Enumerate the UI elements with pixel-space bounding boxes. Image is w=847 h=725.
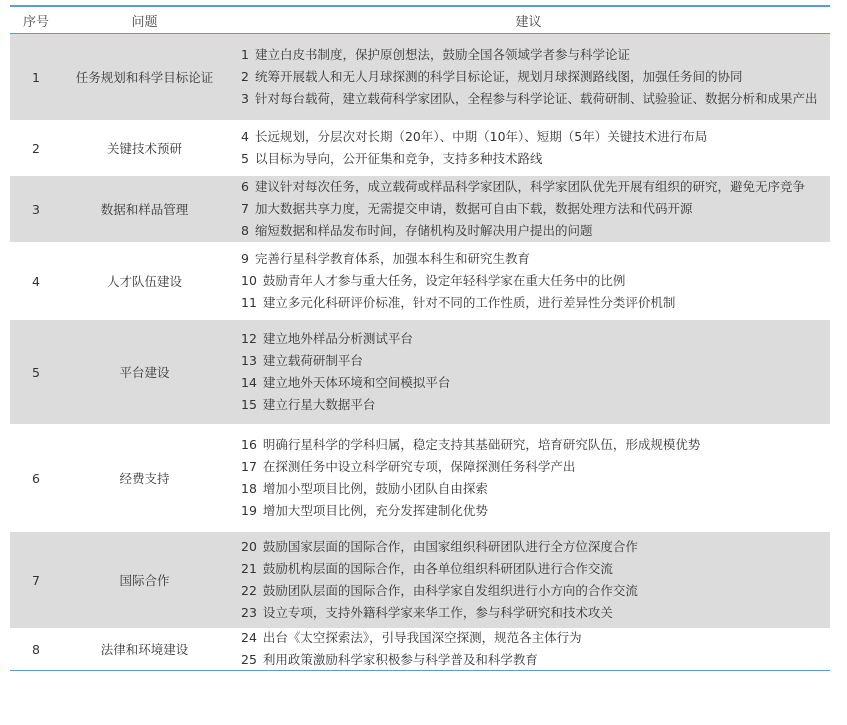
- row-issue: 国际合作: [119, 573, 170, 588]
- suggestion-number: 7: [241, 201, 249, 216]
- row-issue: 经费支持: [119, 471, 170, 486]
- row-number: 4: [32, 273, 40, 289]
- table-row: [10, 120, 830, 176]
- suggestion-text: 建立地外天体环境和空间模拟平台: [262, 375, 451, 390]
- suggestion-text: 增加小型项目比例，鼓励小团队自由探索: [262, 481, 488, 496]
- suggestion-text: 在探测任务中设立科学研究专项，保障探测任务科学产出: [262, 459, 576, 474]
- suggestion-item: [241, 198, 830, 220]
- row-issue: 关键技术预研: [106, 141, 182, 156]
- suggestion-number: 2: [241, 69, 249, 84]
- row-suggestions: [227, 532, 830, 628]
- table-header: [10, 5, 830, 34]
- table-row: [10, 424, 830, 532]
- suggestion-item: [241, 148, 830, 170]
- row-number: 3: [32, 201, 40, 217]
- row-number: 5: [32, 364, 40, 380]
- suggestion-number: 24: [241, 630, 257, 645]
- suggestion-number: 18: [241, 481, 257, 496]
- suggestion-number: 19: [241, 503, 257, 518]
- suggestion-text: 建议针对每次任务，成立载荷或样品科学家团队，科学家团队优先开展有组织的研究，避免无序竞争: [254, 179, 805, 194]
- suggestion-item: [241, 456, 830, 478]
- suggestion-number: 20: [241, 539, 257, 554]
- suggestion-text: 以目标为导向，公开征集和竞争，支持多种技术路线: [254, 151, 543, 166]
- suggestion-item: [241, 602, 830, 624]
- row-number: 6: [32, 470, 40, 486]
- suggestion-item: [241, 580, 830, 602]
- suggestion-number: 15: [241, 397, 257, 412]
- suggestion-text: 建立多元化科研评价标准，针对不同的工作性质，进行差异性分类评价机制: [262, 295, 676, 310]
- suggestion-number: 10: [241, 273, 257, 288]
- suggestion-text: 建立行星大数据平台: [262, 397, 376, 412]
- suggestion-text: 设立专项，支持外籍科学家来华工作，参与科学研究和技术攻关: [262, 605, 613, 620]
- header-issue: 问题: [131, 14, 158, 30]
- suggestion-text: 加大数据共享力度，无需提交申请，数据可自由下载，数据处理方法和代码开源: [254, 201, 693, 216]
- suggestion-item: [241, 248, 830, 270]
- row-issue: 任务规划和科学目标论证: [75, 70, 214, 85]
- suggestion-item: [241, 558, 830, 580]
- suggestion-number: 17: [241, 459, 257, 474]
- suggestion-text: 鼓励国家层面的国际合作，由国家组织科研团队进行全方位深度合作: [262, 539, 638, 554]
- suggestion-number: 4: [241, 129, 249, 144]
- suggestion-text: 鼓励团队层面的国际合作，由科学家自发组织进行小方向的合作交流: [262, 583, 638, 598]
- row-number: 8: [32, 641, 40, 657]
- suggestion-item: [241, 434, 830, 456]
- suggestion-text: 建立白皮书制度，保护原创想法，鼓励全国各领域学者参与科学论证: [254, 47, 630, 62]
- suggestion-item: [241, 88, 830, 110]
- table-row: [10, 242, 830, 320]
- suggestion-number: 21: [241, 561, 257, 576]
- suggestion-number: 12: [241, 331, 257, 346]
- suggestion-text: 缩短数据和样品发布时间，存储机构及时解决用户提出的问题: [254, 223, 593, 238]
- suggestion-text: 针对每台载荷，建立载荷科学家团队，全程参与科学论证、载荷研制、试验验证、数据分析和成果产出: [254, 91, 818, 106]
- row-number: 2: [32, 140, 40, 156]
- table-row: [10, 628, 830, 670]
- suggestion-text: 完善行星科学教育体系，加强本科生和研究生教育: [254, 251, 530, 266]
- suggestion-text: 出台《太空探索法》，引导我国深空探测，规范各主体行为: [262, 630, 582, 645]
- suggestion-number: 25: [241, 652, 257, 667]
- suggestion-table: [10, 5, 830, 671]
- suggestion-number: 6: [241, 179, 249, 194]
- suggestion-number: 13: [241, 353, 257, 368]
- suggestion-number: 16: [241, 437, 257, 452]
- row-number: 7: [32, 572, 40, 588]
- suggestion-number: 5: [241, 151, 249, 166]
- row-number: 1: [32, 69, 40, 85]
- suggestion-item: [241, 270, 830, 292]
- suggestion-text: 明确行星科学的学科归属，稳定支持其基础研究，培育研究队伍，形成规模优势: [262, 437, 701, 452]
- row-suggestions: [227, 320, 830, 424]
- suggestion-number: 22: [241, 583, 257, 598]
- row-suggestions: [227, 242, 830, 320]
- suggestion-text: 鼓励青年人才参与重大任务，设定年轻科学家在重大任务中的比例: [262, 273, 626, 288]
- suggestion-text: 利用政策激励科学家积极参与科学普及和科学教育: [262, 652, 538, 667]
- suggestion-text: 增加大型项目比例，充分发挥建制化优势: [262, 503, 488, 518]
- suggestion-item: [241, 176, 830, 198]
- table-row: [10, 176, 830, 242]
- suggestion-item: [241, 44, 830, 66]
- suggestion-number: 8: [241, 223, 249, 238]
- suggestion-item: [241, 649, 830, 671]
- suggestion-item: [241, 500, 830, 522]
- header-no: 序号: [22, 14, 49, 30]
- suggestion-number: 3: [241, 91, 249, 106]
- suggestion-number: 23: [241, 605, 257, 620]
- row-issue: 数据和样品管理: [100, 202, 189, 217]
- table-row: [10, 320, 830, 424]
- suggestion-text: 建立地外样品分析测试平台: [262, 331, 413, 346]
- suggestion-item: [241, 394, 830, 416]
- suggestion-item: [241, 66, 830, 88]
- row-suggestions: [227, 120, 830, 176]
- suggestion-item: [241, 220, 830, 242]
- suggestion-item: [241, 328, 830, 350]
- header-suggestion: 建议: [515, 14, 542, 30]
- row-issue: 人才队伍建设: [106, 274, 182, 289]
- suggestion-item: [241, 350, 830, 372]
- table-body: [10, 34, 830, 670]
- row-suggestions: [227, 176, 830, 242]
- suggestion-text: 长远规划，分层次对长期（20年）、中期（10年）、短期（5年）关键技术进行布局: [254, 129, 708, 144]
- suggestion-item: [241, 372, 830, 394]
- suggestion-text: 建立载荷研制平台: [262, 353, 363, 368]
- suggestion-item: [241, 536, 830, 558]
- suggestion-text: 统筹开展载人和无人月球探测的科学目标论证，规划月球探测路线图，加强任务间的协同: [254, 69, 743, 84]
- row-suggestions: [227, 628, 830, 670]
- row-suggestions: [227, 424, 830, 532]
- suggestion-text: 鼓励机构层面的国际合作，由各单位组织科研团队进行合作交流: [262, 561, 613, 576]
- suggestion-number: 11: [241, 295, 257, 310]
- suggestion-item: [241, 627, 830, 649]
- suggestion-item: [241, 292, 830, 314]
- table-row: [10, 34, 830, 120]
- suggestion-number: 14: [241, 375, 257, 390]
- table-row: [10, 532, 830, 628]
- suggestion-item: [241, 126, 830, 148]
- suggestion-number: 1: [241, 47, 249, 62]
- suggestion-number: 9: [241, 251, 249, 266]
- row-issue: 法律和环境建设: [100, 642, 189, 657]
- suggestion-item: [241, 478, 830, 500]
- row-issue: 平台建设: [119, 365, 170, 380]
- row-suggestions: [227, 34, 830, 120]
